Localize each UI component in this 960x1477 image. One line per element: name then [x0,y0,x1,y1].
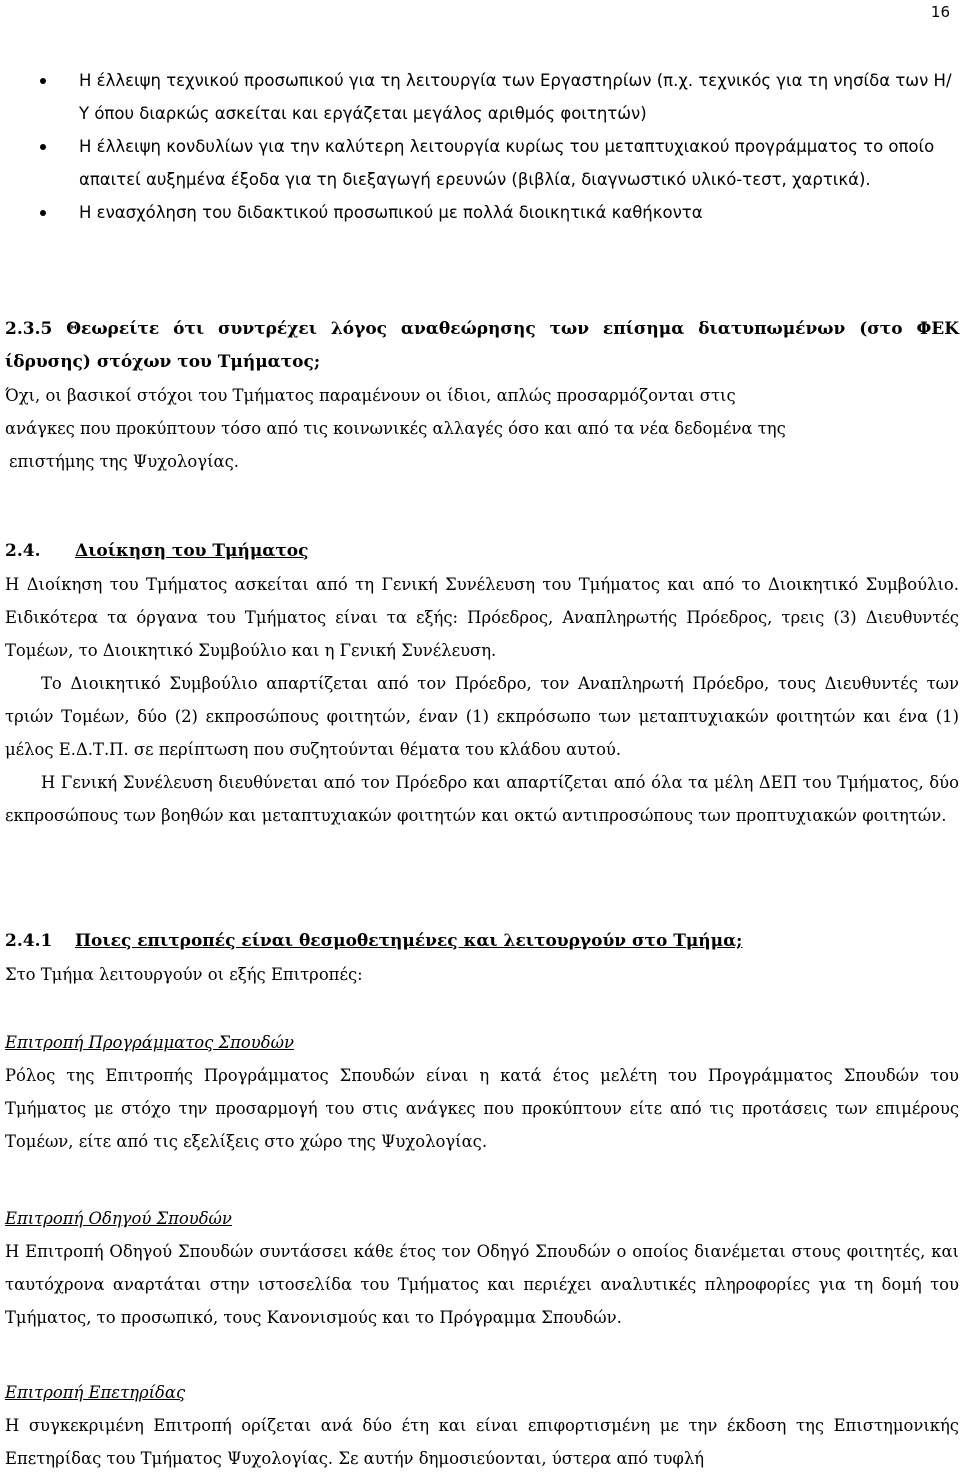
section-2-4 [5,535,959,832]
section-number: 2.4. [5,541,41,561]
committee-program [5,1026,959,1158]
bullet-list [0,64,960,229]
committee-guide [5,1202,959,1334]
committee-text: Η συγκεκριμένη Επιτροπή ορίζεται ανά δύο έτη και είναι επιφορτισμένη με την έκδοση της Επιστημονικής Επετηρίδας του Τμήματος Ψυχολογίας. Σε αυτήν δημοσιεύονται, ύστερα από τυφλή [5,1416,959,1468]
committee-title: Επιτροπή Οδηγού Σπουδών [5,1209,232,1228]
section-number: 2.4.1 [5,931,53,951]
bullet-icon [40,144,46,150]
section-heading [5,925,959,958]
section-title: Διοίκηση του Τμήματος [75,541,309,561]
section-2-4-1 [5,925,959,991]
bullet-item [0,130,960,196]
bullet-icon [40,78,46,84]
paragraph: Το Διοικητικό Συμβούλιο απαρτίζεται από τον Πρόεδρο, τον Αναπληρωτή Πρόεδρο, τους Διευθυντές των τριών Τομέων, δύο (2) εκπροσώπους φοιτητών, έναν (1) εκπρόσωπο των μεταπτυχιακών φοιτητών και ένα (1) μέλος Ε.Δ.Τ.Π. σε περίπτωση που συζητούνται θέματα του κλάδου αυτού. [5,674,959,759]
section-2-3-5 [5,313,959,478]
paragraph: Η Διοίκηση του Τμήματος ασκείται από τη Γενική Συνέλευση του Τμήματος και από το Διοικητικό Συμβούλιο. Ειδικότερα τα όργανα του Τμήματος είναι τα εξής: Πρόεδρος, Αναπληρωτής Πρόεδρος, τρεις (3) Διευθυντές Τομέων, το Διοικητικό Συμβούλιο και η Γενική Συνέλευση. [5,575,959,660]
paragraph: Στο Τμήμα λειτουργούν οι εξής Επιτροπές: [5,965,363,984]
bullet-text: Η έλλειψη τεχνικού προσωπικού για τη λειτουργία των Εργαστηρίων (π.χ. τεχνικός για τη νησίδα των Η/Υ όπου διαρκώς ασκείται και εργάζεται μεγάλος αριθμός φοιτητών) [79,71,952,123]
answer-line: επιστήμης της Ψυχολογίας. [9,452,239,471]
bullet-text: Η ενασχόληση του διδακτικού προσωπικού με πολλά διοικητικά καθήκοντα [79,203,703,222]
answer-line: ανάγκες που προκύπτουν τόσο από τις κοινωνικές αλλαγές όσο και από τα νέα δεδομένα της [5,419,786,438]
section-question-heading: 2.3.5 Θεωρείτε ότι συντρέχει λόγος αναθεώρησης των επίσημα διατυπωμένων (στο ΦΕΚ ίδρυσης) στόχων του Τμήματος; [5,319,959,372]
paragraph: Η Γενική Συνέλευση διευθύνεται από τον Πρόεδρο και απαρτίζεται από όλα τα μέλη ΔΕΠ του Τμήματος, δύο εκπροσώπους των βοηθών και μεταπτυχιακών φοιτητών και οκτώ αντιπροσώπους των προπτυχιακών φοιτητών. [5,773,959,825]
bullet-icon [40,210,46,216]
bullet-text: Η έλλειψη κονδυλίων για την καλύτερη λειτουργία κυρίως του μεταπτυχιακού προγράμματος το οποίο απαιτεί αυξημένα έξοδα για τη διεξαγωγή ερευνών (βιβλία, διαγνωστικό υλικό-τεστ, χαρτικά). [79,137,935,189]
committee-text: Η Επιτροπή Οδηγού Σπουδών συντάσσει κάθε έτος τον Οδηγό Σπουδών ο οποίος διανέμεται στους φοιτητές, και ταυτόχρονα αναρτάται στην ιστοσελίδα του Τμήματος και περιέχει αναλυτικές πληροφορίες για τη δομή του Τμήματος, το προσωπικό, τους Κανονισμούς και το Πρόγραμμα Σπουδών. [5,1242,959,1327]
committee-yearbook [5,1376,959,1475]
page-number: 16 [930,3,950,21]
section-title: Ποιες επιτροπές είναι θεσμοθετημένες και λειτουργούν στο Τμήμα; [75,931,743,951]
committee-text: Ρόλος της Επιτροπής Προγράμματος Σπουδών είναι η κατά έτος μελέτη του Προγράμματος Σπουδών του Τμήματος με στόχο την προσαρμογή του στις ανάγκες που προκύπτουν είτε από τις προτάσεις των επιμέρους Τομέων, είτε από τις εξελίξεις στο χώρο της Ψυχολογίας. [5,1066,959,1151]
answer-line: Όχι, οι βασικοί στόχοι του Τμήματος παραμένουν οι ίδιοι, απλώς προσαρμόζονται στις [5,386,736,405]
committee-title: Επιτροπή Επετηρίδας [5,1383,186,1402]
bullet-item [0,64,960,130]
bullet-item [0,196,960,229]
committee-title: Επιτροπή Προγράμματος Σπουδών [5,1033,294,1052]
section-heading [5,535,959,568]
